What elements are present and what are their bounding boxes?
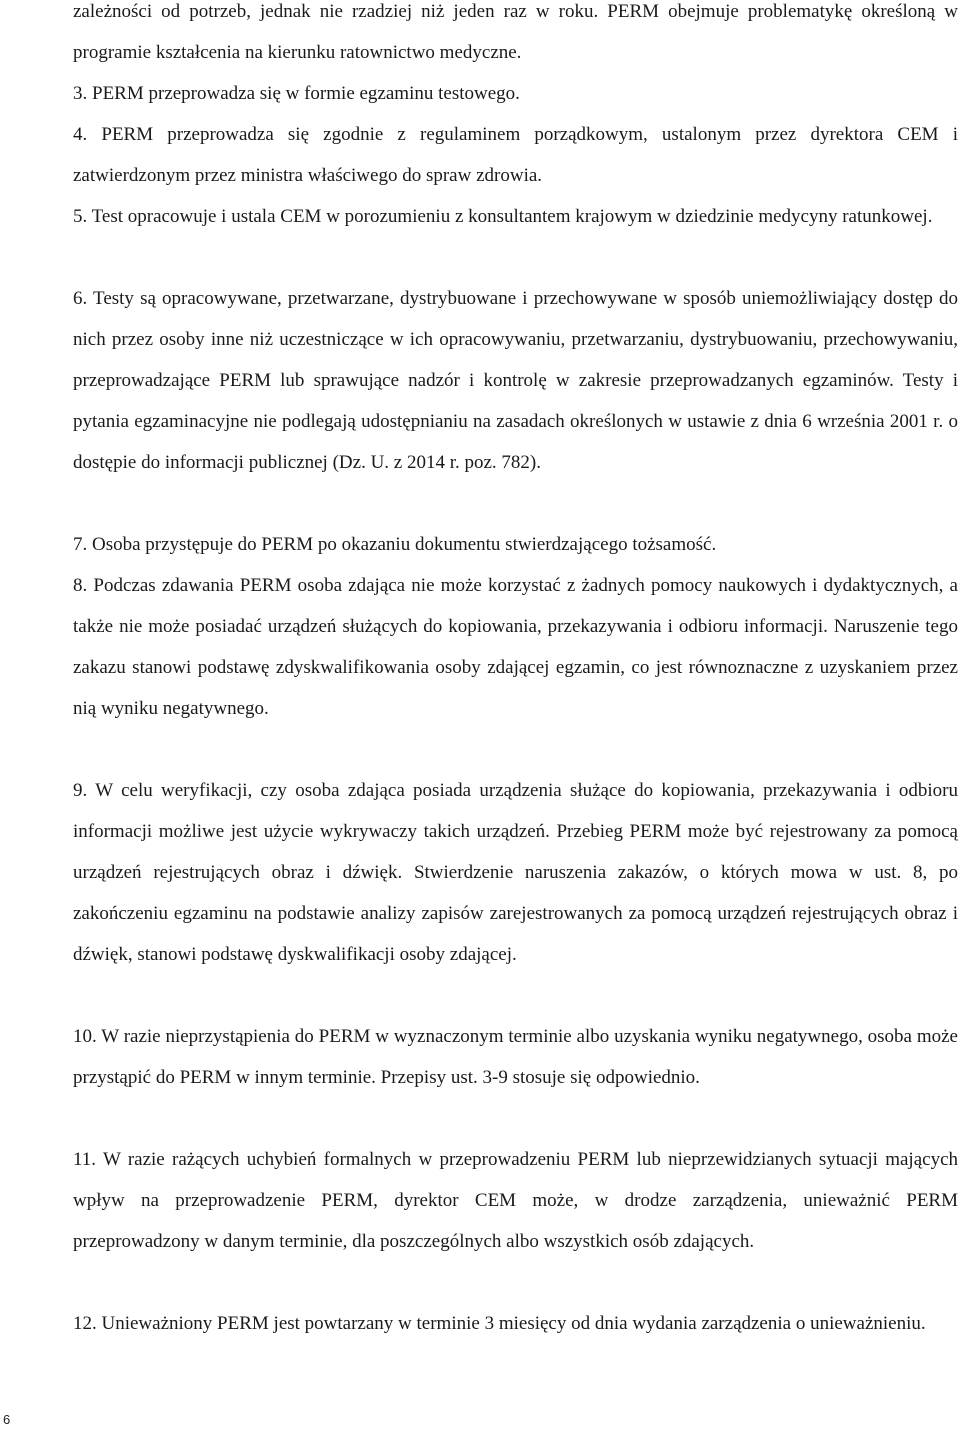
page-number: 6 — [3, 1412, 11, 1427]
paragraph-12: 12. Unieważniony PERM jest powtarzany w terminie 3 miesięcy od dnia wydania zarządzenia o unieważnieniu. — [73, 1313, 926, 1334]
paragraph-11: 11. W razie rażących uchybień formalnych w przeprowadzeniu PERM lub nieprzewidzianych sytuacji mających wpływ na przeprowadzenie PERM, dyrektor CEM może, w drodze zarządzenia, unieważnić PERM przeprowadzony w danym terminie, dla poszczególnych albo wszystkich osób zdających. — [73, 1149, 958, 1252]
paragraph-9: 9. W celu weryfikacji, czy osoba zdająca posiada urządzenia służące do kopiowania, przekazywania i odbioru informacji możliwe jest użycie wykrywaczy takich urządzeń. Przebieg PERM może być rejestrowany za pomocą urządzeń rejestrujących obraz i dźwięk. Stwierdzenie naruszenia zakazów, o których mowa w ust. 8, po zakończeniu egzaminu na podstawie analizy zapisów zarejestrowanych za pomocą urządzeń rejestrujących obraz i dźwięk, stanowi podstawę dyskwalifikacji osoby zdającej. — [73, 780, 958, 965]
paragraph-5: 5. Test opracowuje i ustala CEM w porozumieniu z konsultantem krajowym w dziedzinie medycyny ratunkowej. — [73, 206, 933, 227]
paragraph-continuation: zależności od potrzeb, jednak nie rzadziej niż jeden raz w roku. PERM obejmuje problematykę określoną w programie kształcenia na kierunku ratownictwo medyczne. — [73, 1, 958, 63]
paragraph-10: 10. W razie nieprzystąpienia do PERM w wyznaczonym terminie albo uzyskania wyniku negatywnego, osoba może przystąpić do PERM w innym terminie. Przepisy ust. 3-9 stosuje się odpowiednio. — [73, 1026, 958, 1088]
paragraph-8: 8. Podczas zdawania PERM osoba zdająca nie może korzystać z żadnych pomocy naukowych i dydaktycznych, a także nie może posiadać urządzeń służących do kopiowania, przekazywania i odbioru informacji. Naruszenie tego zakazu stanowi podstawę zdyskwalifikowania osoby zdającej egzamin, co jest równoznaczne z uzyskaniem przez nią wyniku negatywnego. — [73, 575, 958, 719]
paragraph-6: 6. Testy są opracowywane, przetwarzane, dystrybuowane i przechowywane w sposób uniemożliwiający dostęp do nich przez osoby inne niż uczestniczące w ich opracowywaniu, przetwarzaniu, dystrybuowaniu, przechowywaniu, przeprowadzające PERM lub sprawujące nadzór i kontrolę w zakresie przeprowadzanych egzaminów. Testy i pytania egzaminacyjne nie podlegają udostępnianiu na zasadach określonych w ustawie z dnia 6 września 2001 r. o dostępie do informacji publicznej (Dz. U. z 2014 r. poz. 782). — [73, 288, 958, 473]
paragraph-4: 4. PERM przeprowadza się zgodnie z regulaminem porządkowym, ustalonym przez dyrektora CEM i zatwierdzonym przez ministra właściwego do spraw zdrowia. — [73, 124, 958, 186]
paragraph-7: 7. Osoba przystępuje do PERM po okazaniu dokumentu stwierdzającego tożsamość. — [73, 534, 717, 555]
paragraph-3: 3. PERM przeprowadza się w formie egzaminu testowego. — [73, 83, 520, 104]
